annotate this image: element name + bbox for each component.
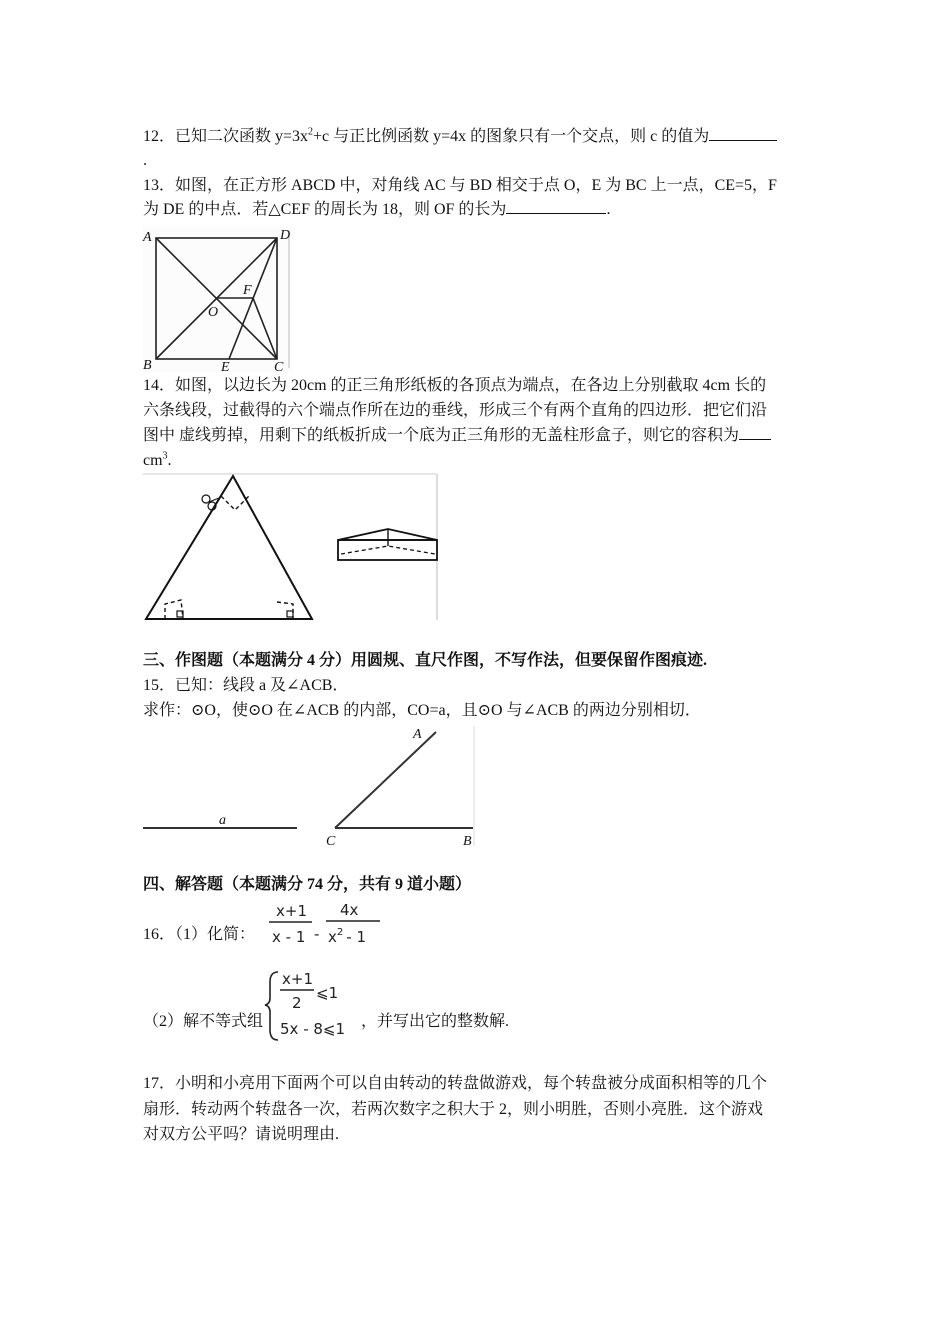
q13-square-figure	[143, 226, 293, 375]
ineq1-denominator: 2	[292, 994, 302, 1012]
equilateral-triangle	[146, 476, 312, 619]
q13-answer-blank[interactable]	[506, 199, 606, 214]
q12-answer-blank[interactable]	[709, 126, 777, 141]
left-cut-lines	[165, 600, 183, 619]
scissors-handle-1	[202, 495, 210, 503]
q12-line2	[143, 150, 803, 172]
q14-period: .	[167, 452, 172, 469]
q17-line1: 17．小明和小亮用下面两个可以自由转动的转盘做游戏，每个转盘被分成面积相等的几个	[143, 1075, 768, 1092]
ineq2-text: 5x - 8⩽1	[280, 1020, 346, 1038]
q12-period: .	[143, 152, 147, 169]
frac2-denominator: $x^2 - 1$	[328, 927, 366, 946]
q15-angle-figure	[143, 724, 475, 848]
label-point-c: C	[326, 834, 336, 849]
label-b: B	[143, 358, 152, 373]
q14-line3-text: 图中 虚线剪掉，用剩下的纸板折成一个底为正三角形的无盖柱形盒子，则它的容积为	[143, 427, 740, 444]
q16-part2-line	[143, 1011, 803, 1033]
label-f: F	[243, 283, 252, 298]
label-a: A	[143, 230, 152, 245]
q16-part2-tail: ，并写出它的整数解.	[361, 1013, 510, 1030]
frac2-numerator: 4x	[340, 901, 359, 919]
ineq1-rhs: ⩽1	[316, 984, 339, 1002]
q14-line1: 14．如图，以边长为 20cm 的正三角形纸板的各顶点为端点，在各边上分别截取 4cm 长的	[143, 377, 767, 394]
q13-line1: 13．如图，在正方形 ABCD 中，对角线 AC 与 BD 相交于点 O，E 为 BC 上一点，CE=5，F	[143, 177, 777, 194]
q12-text-b: +c 与正比例函数 y=4x 的图象只有一个交点，则 c 的值为	[313, 128, 710, 145]
q14-line4	[143, 450, 803, 472]
frac1-numerator: x+1	[276, 902, 307, 920]
q16-part2-label: （2）解不等式组	[143, 1013, 264, 1030]
q13-line2-text: 为 DE 的中点．若△CEF 的周长为 18，则 OF 的长为	[143, 201, 507, 218]
label-point-a: A	[413, 727, 422, 742]
frac1-denominator: x - 1	[272, 928, 306, 946]
q16-expression	[266, 900, 386, 948]
q12-text-a: 12．已知二次函数 y=3x	[143, 128, 309, 145]
label-o: O	[208, 305, 219, 320]
ray-ca	[335, 732, 436, 828]
section4-heading: 四、解答题（本题满分 74 分，共有 9 道小题）	[143, 876, 472, 893]
label-segment-a: a	[219, 813, 226, 828]
q16-inequality-system	[266, 968, 366, 1042]
q17-line3: 对双方公平吗？请说明理由.	[143, 1126, 340, 1143]
section3-heading: 三、作图题（本题满分 4 分）用圆规、直尺作图，不写作法，但要保留作图痕迹.	[143, 652, 708, 669]
system-brace	[265, 972, 278, 1040]
label-point-b: B	[463, 834, 472, 849]
right-right-angle-mark	[287, 611, 293, 617]
q13-line2-end: .	[606, 201, 611, 218]
q16-part1-label: 16．（1）化简：	[143, 926, 256, 943]
q17-line2: 扇形．转动两个转盘各一次，若两次数字之积大于 2，则小明胜，否则小亮胜．这个游戏	[143, 1101, 764, 1118]
q12-line1	[143, 126, 803, 148]
q14-triangle-figure	[143, 474, 439, 622]
ineq1-numerator: x+1	[282, 970, 313, 988]
q13-line2	[143, 199, 803, 221]
q15-line2: 求作：⊙O，使⊙O 在∠ACB 的内部，CO=a，且⊙O 与∠ACB 的两边分别相切．	[143, 702, 701, 719]
label-c: C	[274, 360, 284, 375]
label-d: D	[280, 228, 291, 243]
q14-line3	[143, 425, 803, 447]
box-hidden-edges	[341, 546, 435, 554]
minus-sign: -	[314, 925, 320, 943]
q14-line2: 六条线段，过截得的六个端点作所在边的垂线，形成三个有两个直角的四边形．把它们沿	[143, 402, 768, 419]
q14-unit-superscript: 3	[162, 450, 168, 462]
q12-superscript: 2	[308, 126, 314, 138]
q14-answer-blank[interactable]	[739, 425, 771, 440]
label-e: E	[221, 360, 230, 375]
q14-unit: cm	[143, 452, 163, 469]
q15-line1: 15．已知：线段 a 及∠ACB．	[143, 677, 349, 694]
